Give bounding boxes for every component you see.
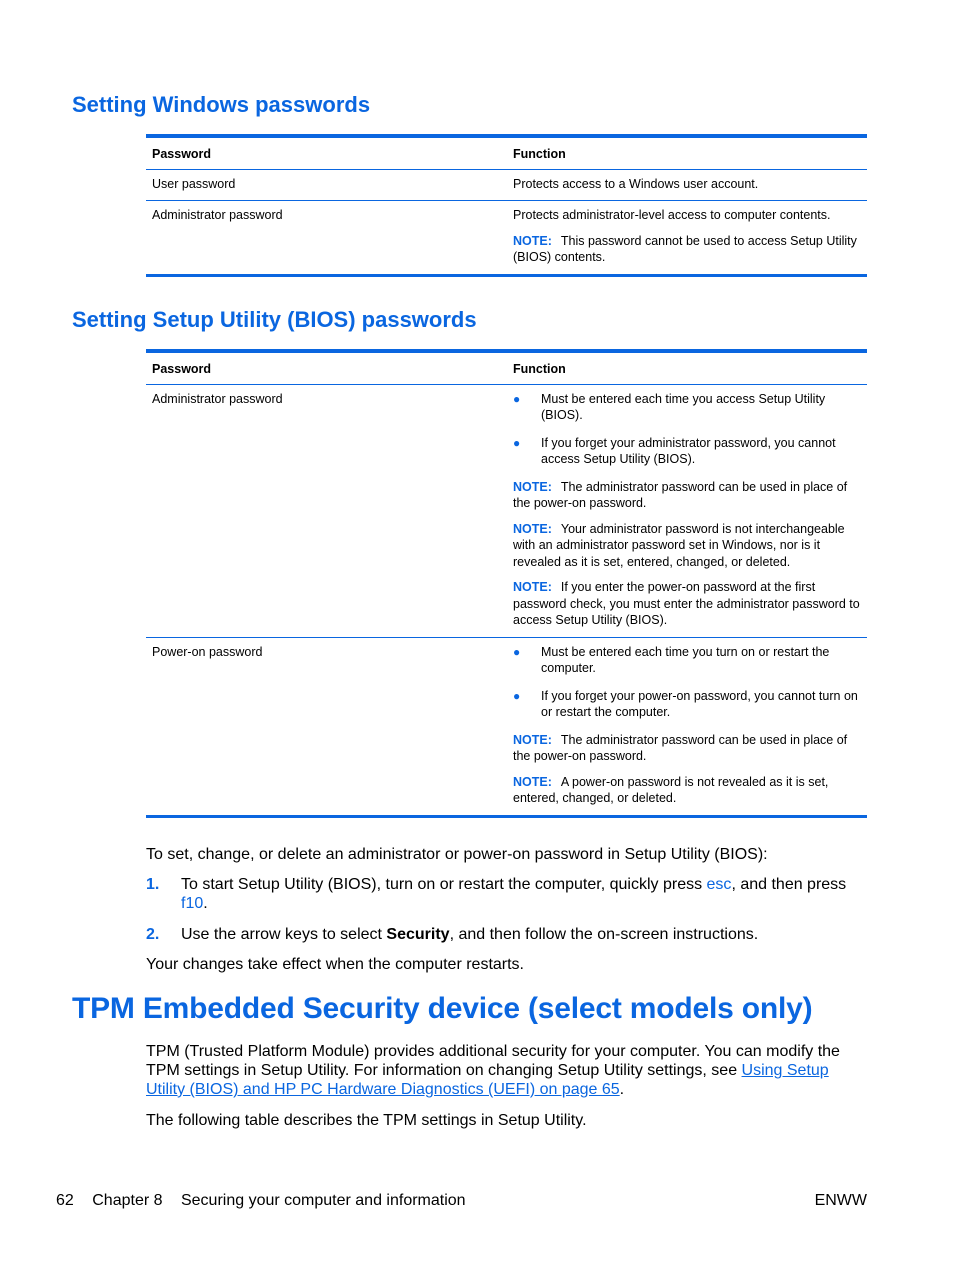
table-row (146, 637, 867, 816)
list-item (513, 391, 861, 424)
note (513, 774, 861, 807)
function-cell (507, 201, 867, 276)
list-item (513, 644, 861, 677)
paragraph-text: TPM (Trusted Platform Module) provides additional security for your computer. You can modify the TPM settings in Setup Utility. For information on changing Setup Utility settings, see (146, 1043, 840, 1079)
note-label: NOTE: (513, 521, 552, 536)
column-header-password: Password (146, 136, 507, 169)
note-label: NOTE: (513, 479, 552, 494)
instructions-outro: Your changes take effect when the computer restarts. (146, 956, 524, 973)
step-text: To start Setup Utility (BIOS), turn on or restart the computer, quickly press (181, 876, 707, 893)
function-cell (507, 637, 867, 816)
column-header-password: Password (146, 351, 507, 384)
section-heading-windows-passwords: Setting Windows passwords (72, 92, 371, 117)
note-text: The administrator password can be used in place of the power-on password. (513, 732, 848, 763)
step-text: , and then press (731, 876, 847, 893)
password-cell: Power-on password (152, 644, 263, 659)
steps-list (146, 875, 867, 944)
table-header-row (146, 136, 867, 169)
list-item (513, 688, 861, 721)
note-text: The administrator password can be used in place of the power-on password. (513, 479, 848, 510)
bullet-icon: ● (513, 435, 521, 450)
note (513, 579, 861, 629)
table-row (146, 169, 867, 201)
function-cell: Protects access to a Windows user account. (507, 169, 867, 201)
bullet-list (513, 644, 861, 721)
page-footer (56, 1192, 867, 1210)
setup-utility-link[interactable]: Using Setup Utility (BIOS) and HP PC Hardware Diagnostics (UEFI) on page 65 (146, 1062, 829, 1098)
note (513, 732, 861, 765)
function-cell (507, 384, 867, 637)
page-title-tpm: TPM Embedded Security device (select models only) (72, 992, 813, 1025)
list-item (513, 435, 861, 468)
footer-code: ENWW (814, 1192, 867, 1209)
note (513, 521, 861, 571)
step-number: 2. (146, 926, 160, 943)
section-heading-bios-passwords: Setting Setup Utility (BIOS) passwords (72, 307, 477, 332)
table-row (146, 201, 867, 276)
note-label: NOTE: (513, 233, 552, 248)
page-number: 62 (56, 1192, 74, 1209)
bios-passwords-table (146, 349, 867, 818)
key-f10: f10 (181, 895, 204, 912)
tpm-table-intro: The following table describes the TPM settings in Setup Utility. (146, 1112, 587, 1129)
list-item (146, 925, 867, 944)
list-item-text: If you forget your administrator password, you cannot access Setup Utility (BIOS). (541, 435, 836, 466)
note-label: NOTE: (513, 774, 552, 789)
step-text: . (203, 895, 208, 912)
key-esc: esc (706, 876, 732, 893)
bullet-list (513, 391, 861, 468)
password-cell: User password (146, 169, 507, 201)
tpm-body (146, 1042, 867, 1130)
footer-left (56, 1192, 480, 1210)
note-label: NOTE: (513, 732, 552, 747)
list-item-text: Must be entered each time you turn on or restart the computer. (541, 644, 830, 675)
password-cell: Administrator password (152, 208, 283, 222)
column-header-function: Function (507, 351, 867, 384)
note-text: If you enter the power-on password at the first password check, you must enter the administrator password to access Setup Utility (BIOS). (513, 580, 860, 627)
column-header-function: Function (507, 136, 867, 169)
step-number: 1. (146, 876, 160, 893)
tpm-paragraph (146, 1042, 867, 1099)
note-text: A power-on password is not revealed as it is set, entered, changed, or deleted. (513, 774, 829, 805)
note (513, 479, 861, 512)
list-item-text: Must be entered each time you access Setup Utility (BIOS). (541, 391, 826, 422)
step-text: Use the arrow keys to select (181, 926, 387, 943)
bullet-icon: ● (513, 391, 521, 406)
security-menu-name: Security (386, 926, 450, 943)
table-header-row (146, 351, 867, 384)
note-text: This password cannot be used to access Setup Utility (BIOS) contents. (513, 233, 857, 264)
chapter-title: Securing your computer and information (180, 1192, 466, 1209)
windows-passwords-table (146, 134, 867, 277)
password-cell: Administrator password (146, 384, 507, 637)
note-text: Your administrator password is not interchangeable with an administrator password set in Windows, nor is it revealed as it is set, entered, changed, or deleted. (513, 521, 845, 569)
instructions-block (146, 845, 867, 974)
table-row (146, 384, 867, 637)
step-text: , and then follow the on-screen instructions. (449, 926, 759, 943)
bullet-icon: ● (513, 688, 521, 703)
function-text: Protects administrator-level access to computer contents. (513, 208, 831, 222)
note-label: NOTE: (513, 580, 552, 594)
paragraph-text: . (619, 1081, 625, 1098)
instructions-intro: To set, change, or delete an administrator or power-on password in Setup Utility (BIOS): (146, 846, 768, 863)
note (513, 233, 861, 266)
list-item (146, 875, 867, 913)
list-item-text: If you forget your power-on password, you cannot turn on or restart the computer. (541, 688, 858, 719)
bullet-icon: ● (513, 644, 521, 659)
chapter-label: Chapter 8 (92, 1192, 163, 1209)
